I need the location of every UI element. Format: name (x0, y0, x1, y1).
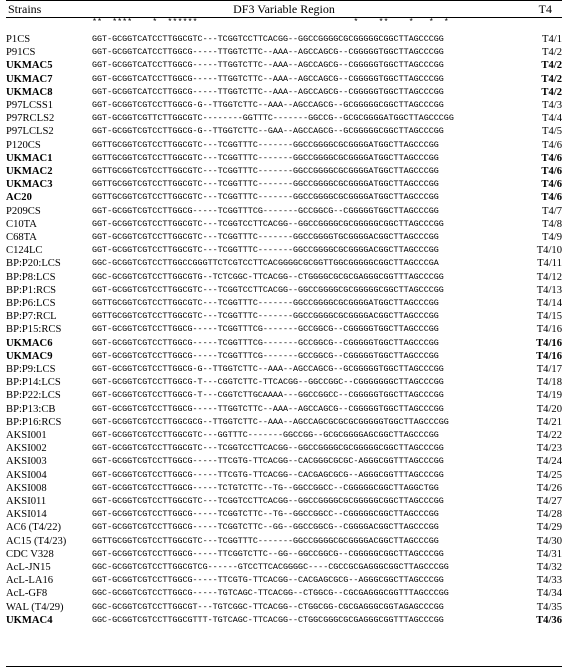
sequence: GGT-GCGGTCGTCCTTGGCG-----TCTGTCTTC--TG--GGCCGGCC--CGGGGGCGGCTTAGGCTGG (92, 482, 439, 493)
strain-name: P91CS (6, 47, 36, 59)
table-row (6, 508, 562, 521)
top-rule (6, 0, 562, 1)
sequence: GGT-GCGGTCATCCTTGGCGTC---TCGGTCCTTCACGG--GGCCGGGGCGCGGGGGCGGCTTAGCCCGG (92, 34, 444, 44)
sequence: GGT-GCGGTCGTCCTTGGCGTC---TCGGTTTC-------GGCCGGGGTGCGGGGACGGCTTAGCCCGG (92, 232, 439, 242)
table-row (6, 33, 562, 46)
table-row (6, 297, 562, 310)
strain-name: AcL-GF8 (6, 588, 48, 600)
table-row (6, 125, 562, 138)
strain-name: BP:P9:LCS (6, 364, 56, 375)
strain-name: UKMAC8 (6, 86, 53, 98)
strain-name: AcL-LA16 (6, 575, 54, 587)
table-row (6, 178, 562, 191)
sequence: GGT-GCGGTCGTTCTTGGCGTC--------GGTTTC-------GGCCG--GCGCGGGGATGGCTTAGCCCGG (92, 113, 454, 124)
table-row (6, 99, 562, 112)
strain-name: AC6 (T4/22) (6, 522, 62, 534)
strain-name: UKMAC5 (6, 60, 53, 72)
t4-genotype: T4/12 (536, 271, 562, 283)
table-row (6, 73, 562, 86)
t4-genotype: T4/15 (536, 311, 562, 323)
table-row (6, 59, 562, 72)
sequence: GGT-GCGGTCGTCCTTGGCG-T---CGGTCTTC-TTCACGG--GGCCGGC--CGGGGGGGCTTAGCCCGG (92, 377, 444, 388)
strain-name: AKSI003 (6, 456, 47, 468)
sequence: GGT-GCGGTCATCCTTGGCG-----TTGGTCTTC--AAA--AGCCAGCG--CGGGGGTGGCTTAGCCCGG (92, 73, 444, 84)
sequence: GGT-GCGGTCGTCCTTGGCG-----TTGGTCTTC--AAA--AGCCAGCG--CGGGGGTGGCTTAGCCCGG (92, 403, 444, 414)
strain-name: UKMAC1 (6, 152, 53, 164)
table-row (6, 284, 562, 297)
t4-genotype: T4/17 (536, 364, 562, 375)
table-row (6, 495, 562, 508)
sequence: GGTTGCGGTCGTCCTTGGCGTC---TCGGTTTC-------GGCCGGGGCGCGGGGATGGCTTAGCCCGG (92, 192, 439, 203)
sequence: GGT-GCGGTCGTCCTTGGCG-----TCGGTCTTC--GG--GGCCGGCG--CGGGGACGGCTTAGCCCGG (92, 522, 439, 533)
t4-genotype: T4/23 (536, 443, 562, 455)
strain-name: BP:P22:LCS (6, 390, 61, 402)
sequence: GGC-GCGGTCGTCCTTGGCG-----TGTCAGC-TTCACGG--CTGGCG--CGCGAGGGCGGTTTAGCCCGG (92, 588, 449, 599)
strain-name: AcL-JN15 (6, 562, 51, 573)
strain-name: AC15 (T4/23) (6, 535, 67, 547)
table-row (6, 165, 562, 178)
table-row (6, 389, 562, 402)
header-region: DF3 Variable Region (233, 2, 335, 16)
strain-name: C124LC (6, 245, 43, 257)
strain-name: P1CS (6, 34, 31, 45)
header-strains: Strains (8, 2, 42, 16)
t4-genotype: T4/34 (536, 588, 562, 600)
strain-name: AKSI011 (6, 496, 47, 507)
t4-genotype: T4/2 (541, 73, 562, 85)
t4-genotype: T4/33 (536, 575, 562, 587)
strain-name: BP:P15:RCS (6, 324, 62, 336)
table-row (6, 416, 562, 429)
sequence: GGC-GCGGTCGTCCTTGGCGTG--TCTCGGC-TTCACGG--CTGGGGCGCGCGAGGGCGGTTTAGCCCGG (92, 271, 444, 282)
sequence: GGTTGCGGTCGTCCTTGGCGTC---TCGGTTTC-------GGCCGGGGCGCGGGGATGGCTTAGCCCGG (92, 152, 439, 163)
strain-name: BP:P20:LCS (6, 258, 61, 270)
strain-name: P97RCLS2 (6, 113, 55, 125)
table-row (6, 350, 562, 363)
t4-genotype: T4/3 (541, 100, 562, 111)
t4-genotype: T4/35 (536, 601, 562, 613)
t4-genotype: T4/19 (536, 390, 562, 402)
t4-genotype: T4/29 (536, 522, 562, 534)
t4-genotype: T4/36 (536, 614, 562, 626)
table-row (6, 482, 562, 495)
strain-name: AKSI004 (6, 469, 47, 481)
t4-genotype: T4/31 (536, 548, 562, 560)
sequence: GGT-GCGGTCGTCCTTGGCG-----TTCGTG-TTCACGG--CACGGGCGCGC-AGGGCGGTTTAGCCCGG (92, 456, 444, 467)
t4-genotype: T4/4 (541, 113, 562, 125)
table-row (6, 205, 562, 218)
sequence: GGT-GCGGTCATCCTTGGCG-----TTGGTCTTC--AAA--AGCCAGCG--CGGGGGTGGCTTAGCCCGG (92, 86, 444, 97)
sequence: GGT-GCGGTCGTCCTTGGCG-----TTCGTG-TTCACGG--CACGAGCGCG--AGGGCGGTTTAGCCCGG (92, 469, 444, 480)
table-row (6, 337, 562, 350)
strain-name: WAL (T4/29) (6, 601, 64, 613)
sequence: GGT-GCGGTCGTCCTTGGCGTC---GGTTTC-------GGCCGG--GCGCGGGGAGCGGCTTAGCCCGG (92, 430, 439, 440)
sequence: GGC-GCGGTCGTCCTTGGCGT---TGTCGGC-TTCACGG--CTGGCGG-CGCGAGGGCGGTAGAGCCCGG (92, 601, 444, 612)
t4-genotype: T4/25 (536, 469, 562, 481)
t4-genotype: T4/6 (541, 192, 562, 204)
t4-genotype: T4/6 (541, 139, 562, 151)
sequence: GGT-GCGGTCGTCCTTGGCG-----TCGGTTTCG-------GCCGGCG--CGGGGGTGGCTTAGCCCGG (92, 205, 439, 216)
t4-genotype: T4/6 (541, 179, 562, 191)
strain-name: AC20 (6, 192, 32, 204)
sequence: GGT-GCGGTCGTCCTTGGCG-----TTCGGTCTTC--GG--GGCCGGCG--CGGGGGCGGCTTAGCCCGG (92, 548, 444, 559)
strain-name: AKSI008 (6, 482, 47, 494)
strain-name: P209CS (6, 205, 41, 217)
t4-genotype: T4/30 (536, 535, 562, 547)
table-row (6, 442, 562, 455)
strain-name: UKMAC2 (6, 166, 53, 177)
strain-name: CDC V328 (6, 548, 54, 560)
table-row (6, 323, 562, 336)
sequence: GGC-GCGGTCGTCCTTGGCCGGGTTCTCGTCCTTCACGGGGCGCGGTTGGCGGGGGCGGCTTAGCCCGA (92, 258, 439, 269)
sequence: GGT-GCGGTCATCCTTGGCG-----TTGGTCTTC--AAA--AGCCAGCG--CGGGGGTGGCTTAGCCCGG (92, 47, 444, 58)
strain-name: BP:P14:LCS (6, 377, 61, 389)
strain-name: UKMAC3 (6, 179, 53, 191)
table-row (6, 429, 562, 442)
t4-genotype: T4/11 (537, 258, 562, 270)
strain-name: BP:P7:RCL (6, 311, 57, 323)
sequence: GGT-GCGGTCGTCCTTGGCG-----TCGGTTTCG-------GCCGGCG--CGGGGGTGGCTTAGCCCGG (92, 350, 439, 361)
t4-genotype: T4/9 (541, 232, 562, 243)
t4-genotype: T4/2 (541, 86, 562, 98)
t4-genotype: T4/16 (536, 337, 562, 349)
sequence: GGTTGCGGTCGTCCTTGGCGTC---TCGGTTTC-------GGCCGGGGCGCGGGGATGGCTTAGCCCGG (92, 139, 439, 150)
strain-name: BP:P13:CB (6, 403, 56, 415)
strain-name: AKSI014 (6, 509, 47, 521)
t4-genotype: T4/10 (536, 245, 562, 257)
sequence: GGT-GCGGTCGTCCTTGGCGTC---TCGGTCCTTCACGG--GGCCGGGGCGCGGGGGCGGCTTAGCCCGG (92, 496, 444, 506)
sequence: GGT-GCGGTCGTCCTTGGCG-G--TTGGTCTTC--GAA--AGCCAGCG--GCGGGGGCGGCTTAGCCCGG (92, 126, 444, 137)
sequence: GGTTGCGGTCGTCCTTGGCGTC---TCGGTTTC-------GGCCGGGGCGCGGGGATGGCTTAGCCCGG (92, 166, 439, 176)
table-row (6, 469, 562, 482)
table-row (6, 86, 562, 99)
t4-genotype: T4/24 (536, 456, 562, 468)
t4-genotype: T4/28 (536, 509, 562, 521)
table-row (6, 455, 562, 468)
table-row (6, 521, 562, 534)
sequence: GGT-GCGGTCGTCCTTGGCG-G--TTGGTCTTC--AAA--AGCCAGCG--GCGGGGGTGGCTTAGCCCGG (92, 364, 444, 374)
sequence: GGT-GCGGTCGTCCTTGGCGTC---TCGGTCCTTCACGG--GGCCGGGGCGCGGGGGCGGCTTAGCCCGG (92, 284, 444, 295)
table-row (6, 403, 562, 416)
strain-name: P97LCLS2 (6, 126, 54, 138)
sequence: GGT-GCGGTCGTCCTTGGCGTC---TCGGTTTC-------GGCCGGGGCGCGGGGACGGCTTAGCCCGG (92, 245, 439, 256)
sequence: GGTTGCGGTCGTCCTTGGCGTC---TCGGTTTC-------GGCCGGGGCGCGGGGACGGCTTAGCCCGG (92, 311, 439, 322)
t4-genotype: T4/27 (536, 496, 562, 507)
table-row (6, 574, 562, 587)
table-row (6, 535, 562, 548)
sequence: GGTTGCGGTCGTCCTTGGCGTC---TCGGTTTC-------GGCCGGGGCGCGGGGATGGCTTAGCCCGG (92, 179, 439, 190)
sequence: GGT-GCGGTCGTCCTTGGCG-----TCGGTTTCG-------GCCGGCG--CGGGGGTGGCTTAGCCCGG (92, 324, 439, 335)
header-t4: T4 (538, 2, 552, 16)
table-row (6, 257, 562, 270)
t4-genotype: T4/2 (541, 60, 562, 72)
table-row (6, 376, 562, 389)
strain-name: AKSI002 (6, 443, 47, 455)
sequence: GGC-GCGGTCGTCCTTGGCGTCG------GTCCTTCACGGGGC----CGCCGCGAGGGCGGCTTAGCCCGG (92, 562, 449, 572)
t4-genotype: T4/8 (541, 218, 562, 230)
sequence: GGT-GCGGTCGTCCTTGGCGTC---TCGGTCCTTCACGG--GGCCGGGGCGCGGGGGCGGCTTAGCCCGG (92, 443, 444, 454)
table-row (6, 218, 562, 231)
table-row (6, 614, 562, 627)
strain-name: BP:P16:RCS (6, 416, 62, 428)
strain-name: AKSI001 (6, 430, 47, 441)
t4-genotype: T4/16 (536, 324, 562, 336)
sequence: GGT-GCGGTCGTCCTTGGCG-T---CGGTCTTGCAAAA---GGCCGGCC--CGGGGGTGGCTTAGCCCGG (92, 390, 444, 401)
t4-genotype: T4/16 (536, 350, 562, 362)
strain-name: UKMAC4 (6, 614, 53, 626)
table-row (6, 231, 562, 244)
table-row (6, 191, 562, 204)
strain-name: UKMAC6 (6, 337, 53, 349)
t4-genotype: T4/26 (536, 482, 562, 494)
t4-genotype: T4/13 (536, 284, 562, 296)
t4-genotype: T4/1 (541, 34, 562, 45)
t4-genotype: T4/6 (541, 166, 562, 177)
conservation-marks: ** **** * ****** * ** * * * (92, 17, 449, 27)
sequence: GGT-GCGGTCGTCCTTGGCGTC---TCGGTCCTTCACGG--GGCCGGGGCGCGGGGGCGGCTTAGCCCGG (92, 218, 444, 229)
strain-name: BP:P1:RCS (6, 284, 57, 296)
table-row (6, 139, 562, 152)
sequence: GGT-GCGGTCGTCCTTGGCG-G--TTGGTCTTC--AAA--AGCCAGCG--GCGGGGGCGGCTTAGCCCGG (92, 100, 444, 110)
table-row (6, 152, 562, 165)
t4-genotype: T4/32 (536, 562, 562, 573)
sequence: GGTTGCGGTCGTCCTTGGCGTC---TCGGTTTC-------GGCCGGGGCGCGGGGATGGCTTAGCCCGG (92, 298, 439, 308)
strain-name: C68TA (6, 232, 37, 243)
table-row (6, 46, 562, 59)
strain-name: P120CS (6, 139, 41, 151)
strain-name: UKMAC9 (6, 350, 53, 362)
sequence: GGT-GCGGTCGTCCTTGGCG-----TCGGTCTTC--TG--GGCCGGCC--CGGGGGCGGCTTAGCCCGG (92, 509, 439, 520)
t4-genotype: T4/18 (536, 377, 562, 389)
t4-genotype: T4/7 (541, 205, 562, 217)
strain-name: BP:P6:LCS (6, 298, 56, 309)
strain-name: C10TA (6, 218, 37, 230)
sequence: GGT-GCGGTCGTCCTTGGCGCG--TTGGTCTTC--AAA--AGCCAGCGCGCGCGGGGGTGGCTTAGCCCGG (92, 416, 449, 427)
table-row (6, 244, 562, 257)
table-row (6, 601, 562, 614)
sequence: GGC-GCGGTCGTCCTTGGCGTTT-TGTCAGC-TTCACGG--CTGGCGGGCGCGAGGGCGGTTTAGCCCGG (92, 614, 444, 625)
table-row (6, 587, 562, 600)
table-row (6, 561, 562, 574)
sequence: GGTTGCGGTCGTCCTTGGCGTC---TCGGTTTC-------GGCCGGGGCGCGGGGACGGCTTAGCCCGG (92, 535, 439, 546)
bottom-rule (6, 666, 562, 667)
sequence: GGT-GCGGTCGTCCTTGGCG-----TCGGTTTCG-------GCCGGCG--CGGGGGTGGCTTAGCCCGG (92, 337, 439, 348)
table-row (6, 363, 562, 376)
table-row (6, 112, 562, 125)
table-row (6, 548, 562, 561)
t4-genotype: T4/20 (536, 403, 562, 415)
table-row (6, 310, 562, 323)
t4-genotype: T4/5 (541, 126, 562, 138)
t4-genotype: T4/2 (541, 47, 562, 59)
strain-name: P97LCSS1 (6, 100, 54, 111)
sequence: GGT-GCGGTCGTCCTTGGCG-----TTCGTG-TTCACGG--CACGAGCGCG--AGGGCGGCTTAGCCCGG (92, 575, 444, 586)
strain-name: UKMAC7 (6, 73, 53, 85)
strain-name: BP:P8:LCS (6, 271, 56, 283)
sequence: GGT-GCGGTCATCCTTGGCG-----TTGGTCTTC--AAA--AGCCAGCG--CGGGGGTGGCTTAGCCCGG (92, 60, 444, 71)
t4-genotype: T4/22 (536, 430, 562, 441)
t4-genotype: T4/21 (536, 416, 562, 428)
t4-genotype: T4/6 (541, 152, 562, 164)
t4-genotype: T4/14 (536, 298, 562, 309)
table-row (6, 271, 562, 284)
